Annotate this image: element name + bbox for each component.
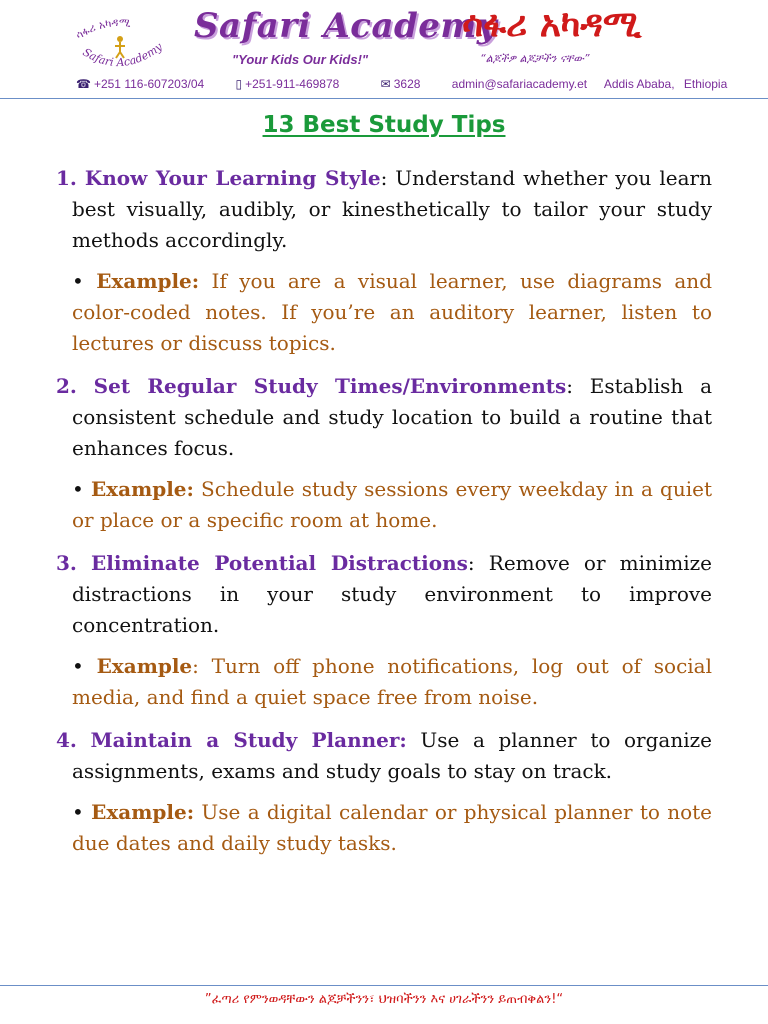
city: Addis Ababa, xyxy=(603,77,675,91)
footer-motto: ”ፈጣሪ የምንወዳቸውን ልጆቻችንን፣ ህዝባችንን እና ሀገራችንን ይጠብቅልን!“ xyxy=(204,992,564,1007)
tip-example xyxy=(72,797,712,859)
example-label: Example: xyxy=(90,477,194,501)
tip-heading: Maintain a Study Planner: xyxy=(90,728,407,752)
bullet-icon: • xyxy=(72,654,84,678)
tip-body: Remove or minimize distractions in your study environment to improve concentration. xyxy=(72,551,712,637)
tip-number: 1. xyxy=(56,166,77,190)
page-title: 13 Best Study Tips xyxy=(262,112,506,138)
footer-divider xyxy=(0,985,768,986)
tip-item xyxy=(56,548,712,641)
tip-number: 2. xyxy=(56,374,77,398)
tip-example xyxy=(72,474,712,536)
tip-heading: Eliminate Potential Distractions xyxy=(91,551,468,575)
brand-name-amharic: ሳፋሪ አካዳሚ xyxy=(462,4,642,45)
example-label: Example xyxy=(96,654,193,678)
tip-body: Use a planner to organize assignments, exams and study goals to stay on track. xyxy=(72,728,712,783)
tip-body: Establish a consistent schedule and study location to build a routine that enhances focus. xyxy=(72,374,712,460)
logo-figure-icon xyxy=(115,36,125,58)
tip-heading: Know Your Learning Style xyxy=(84,166,381,190)
example-text: Schedule study sessions every weekday in a quiet or place or a specific room at home. xyxy=(72,477,712,532)
example-text: If you are a visual learner, use diagrams and color-coded notes. If you’re an auditory learner, listen to lectures or discuss topics. xyxy=(72,269,712,355)
tip-item xyxy=(56,371,712,464)
mobile-icon: ▯ xyxy=(235,77,243,91)
tagline-amharic: “ልጆችዎ ልጆቻችን ናቸው” xyxy=(480,52,590,65)
bullet-icon: • xyxy=(72,477,84,501)
tip-example xyxy=(72,651,712,713)
logo-text-bottom: Safari Academy xyxy=(80,40,165,70)
example-text: Use a digital calendar or physical planner to note due dates and daily study tasks. xyxy=(72,800,713,855)
tip-example xyxy=(72,266,712,359)
brand-name-english: Safari Academy xyxy=(194,6,498,46)
tip-separator: : xyxy=(566,374,573,398)
tip-body: Understand whether you learn best visually, audibly, or kinesthetically to tailor your study methods accordingly. xyxy=(72,166,712,252)
letterhead xyxy=(0,0,768,100)
tip-number: 4. xyxy=(56,728,77,752)
tip-heading: Set Regular Study Times/Environments xyxy=(93,374,567,398)
email-link[interactable]: admin@safariacademy.et xyxy=(451,77,588,91)
contact-line xyxy=(76,77,741,91)
country: Ethiopia xyxy=(683,77,728,91)
tips-list xyxy=(56,163,712,871)
phone-number: +251 116-607203/04 xyxy=(93,77,205,91)
bullet-icon: • xyxy=(72,269,84,293)
mail-icon: ✉ xyxy=(380,77,391,91)
tip-item xyxy=(56,725,712,787)
tip-separator: : xyxy=(380,166,388,190)
tip-number: 3. xyxy=(56,551,77,575)
phone-icon: ☎ xyxy=(76,77,91,91)
example-text: : Turn off phone notifications, log out of social media, and find a quiet space free from noise. xyxy=(72,654,712,709)
logo-text-top: ሳፋሪ አካዳሚ xyxy=(73,15,132,42)
po-box: 3628 xyxy=(393,77,421,91)
tagline-english: "Your Kids Our Kids!" xyxy=(232,52,369,67)
header-divider xyxy=(0,98,768,99)
example-label: Example: xyxy=(91,800,195,824)
svg-text:Safari Academy xyxy=(80,40,165,69)
example-label: Example: xyxy=(96,269,200,293)
academy-logo xyxy=(64,14,176,76)
tip-separator: : xyxy=(467,551,475,575)
mobile-number: +251-911-469878 xyxy=(245,77,340,91)
bullet-icon: • xyxy=(72,800,84,824)
tip-item xyxy=(56,163,712,256)
